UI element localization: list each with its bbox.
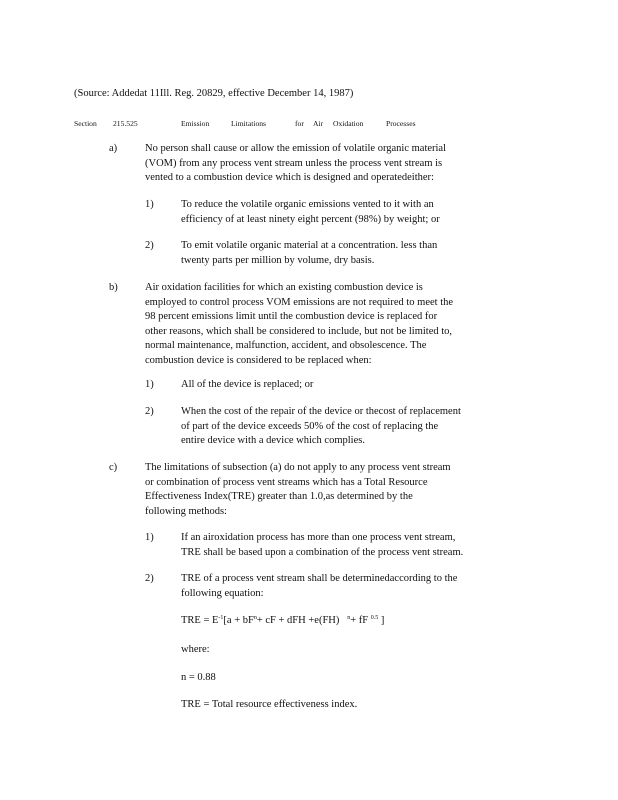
text-line: TRE shall be based upon a combination of the process vent stream. (181, 546, 464, 558)
item-b1-label: 1) (145, 379, 154, 390)
item-a1-label: 1) (145, 199, 154, 210)
text-line: normal maintenance, malfunction, accident, and obsolescence. The (145, 340, 427, 351)
subsection-a-text (145, 142, 446, 186)
text-line: employed to control process VOM emissions are not required to meet the (145, 296, 454, 308)
subsection-c-text (145, 461, 451, 519)
text-line: other reasons, which shall be considered to include, but not be limited to, (145, 325, 453, 337)
text-line: No person shall cause or allow the emission of volatile organic material (145, 143, 447, 154)
section-title-word: Processes (386, 119, 416, 128)
equation-term: + fF (350, 615, 369, 626)
item-a1-text (181, 198, 440, 227)
item-b2-label: 2) (145, 406, 154, 417)
item-c1-label: 1) (145, 532, 154, 543)
text-line: To emit volatile organic material at a concentration. less than (181, 240, 438, 251)
item-a2-text (181, 239, 437, 268)
equation-term: ] (380, 615, 385, 626)
item-b1-text (181, 378, 313, 393)
text-line: combustion device is considered to be replaced when: (145, 354, 372, 366)
equation-lhs: TRE = E (181, 615, 219, 626)
item-a2-label: 2) (145, 240, 154, 251)
text-line: When the cost of the repair of the device or thecost of replacement (181, 406, 461, 417)
text-line: of part of the device exceeds 50% of the cost of replacing the (181, 420, 439, 432)
text-line: Air oxidation facilities for which an existing combustion device is (145, 282, 423, 293)
text-line: 98 percent emissions limit until the combustion device is replaced for (145, 311, 438, 322)
section-number: 215.525 (113, 119, 138, 128)
section-title-word: Emission (181, 119, 210, 128)
tre-equation (181, 614, 384, 629)
text-line: If an airoxidation process has more than one process vent stream, (181, 532, 456, 543)
text-line: (VOM) from any process vent stream unless the process vent stream is (145, 157, 443, 169)
subsection-c-label: c) (109, 462, 118, 473)
text-line: entire device with a device which complies. (181, 435, 365, 446)
item-b2-text (181, 405, 461, 449)
section-title-word: Air (313, 119, 324, 128)
equation-term: + cF + dFH +e(FH) (256, 615, 340, 626)
text-line: following methods: (145, 505, 227, 517)
section-title-word: Oxidation (333, 119, 364, 128)
text-line: efficiency of at least ninety eight percent (98%) by weight; or (181, 213, 440, 225)
text-line: TRE of a process vent stream shall be determinedaccording to the (181, 573, 458, 584)
text-line: twenty parts per million by volume, dry basis. (181, 254, 375, 266)
section-title-word: Limitations (231, 119, 267, 128)
text-line: All of the device is replaced; or (181, 379, 314, 390)
section-label: Section (74, 119, 97, 128)
text-line: vented to a combustion device which is designed and operatedeither: (145, 172, 434, 183)
section-title-word: for (295, 119, 304, 128)
source-note: (Source: Addedat 11Ill. Reg. 20829, effective December 14, 1987) (74, 88, 354, 99)
item-c2-text (181, 572, 457, 601)
text-line: or combination of process vent streams which has a Total Resource (145, 476, 428, 488)
equation-exponent: -1 (218, 615, 224, 621)
subsection-b-text (145, 281, 453, 368)
subsection-b-label: b) (109, 282, 118, 293)
text-line: To reduce the volatile organic emissions vented to it with an (181, 199, 434, 210)
where-label: where: (181, 644, 210, 655)
item-c1-text (181, 531, 463, 560)
item-c2-label: 2) (145, 573, 154, 584)
equation-exponent: n (347, 615, 351, 621)
equation-term: [a + bF (223, 615, 254, 626)
equation-exponent: n (253, 615, 257, 621)
tre-definition: TRE = Total resource effectiveness index. (181, 699, 358, 710)
text-line: following equation: (181, 587, 264, 599)
subsection-a-label: a) (109, 143, 118, 154)
text-line: The limitations of subsection (a) do not apply to any process vent stream (145, 462, 451, 473)
text-line: Effectiveness Index(TRE) greater than 1.0,as determined by the (145, 491, 413, 502)
n-definition: n = 0.88 (181, 672, 216, 683)
equation-exponent: 0.5 (370, 615, 379, 621)
